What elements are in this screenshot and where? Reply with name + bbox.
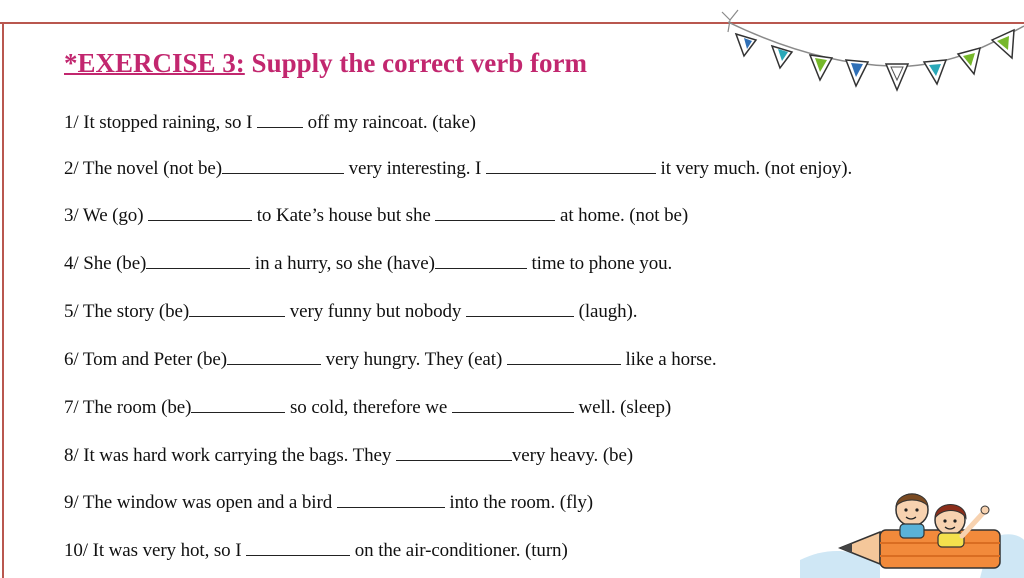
question-6: 6/ Tom and Peter (be) very hungry. They (eat) like a horse.: [64, 349, 717, 370]
exercise-number: *EXERCISE 3:: [64, 48, 245, 78]
question-3: 3/ We (go) to Kate’s house but she at home. (not be): [64, 205, 689, 226]
exercise-instruction: Supply the correct verb form: [244, 48, 587, 78]
question-9: 9/ The window was open and a bird into the room. (fly): [64, 492, 594, 513]
question-2: 2/ The novel (not be) very interesting. I it very much. (not enjoy).: [64, 158, 853, 179]
question-5: 5/ The story (be) very funny but nobody (laugh).: [64, 301, 638, 322]
question-10: 10/ It was very hot, so I on the air-conditioner. (turn): [64, 540, 568, 561]
question-1: 1/ It stopped raining, so I off my raincoat. (take): [64, 112, 476, 133]
question-4: 4/ She (be) in a hurry, so she (have) time to phone you.: [64, 253, 673, 274]
question-8: 8/ It was hard work carrying the bags. They very heavy. (be): [64, 445, 634, 466]
question-7: 7/ The room (be) so cold, therefore we well. (sleep): [64, 397, 672, 418]
